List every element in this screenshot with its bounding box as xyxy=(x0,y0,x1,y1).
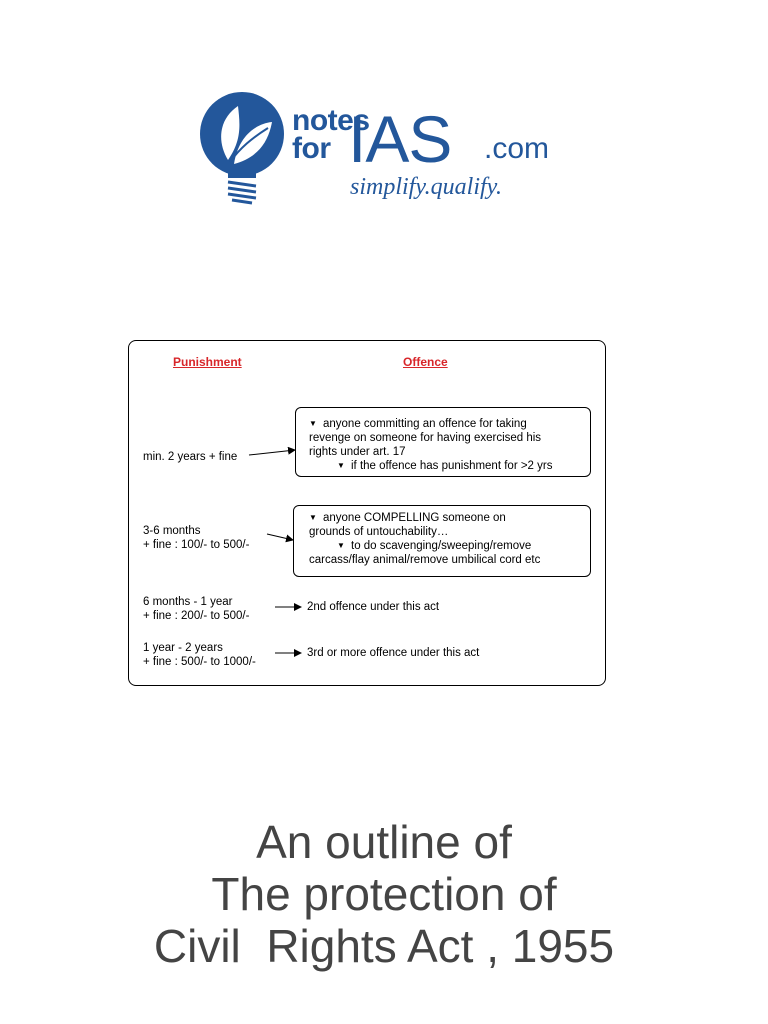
offence-header: Offence xyxy=(403,355,448,369)
title-line-3: Civil Rights Act , 1955 xyxy=(153,920,615,972)
offence-text-2 xyxy=(309,511,540,567)
offence-line: anyone COMPELLING someone on xyxy=(323,512,506,524)
punishment-header: Punishment xyxy=(173,355,242,369)
offence-line: 3rd or more offence under this act xyxy=(307,647,480,659)
punishment-line: 3-6 months xyxy=(143,525,201,537)
offence-line: anyone committing an offence for taking xyxy=(323,418,527,430)
logo-notes-text: notes xyxy=(292,104,370,137)
offence-line: carcass/flay animal/remove umbilical cord etc xyxy=(309,554,541,566)
lightbulb-leaf-icon xyxy=(198,88,288,214)
punishment-row-4 xyxy=(143,641,256,669)
punishment-line: 1 year - 2 years xyxy=(143,642,223,654)
offence-line: grounds of untouchability… xyxy=(309,526,449,538)
notesforias-logo xyxy=(198,88,568,218)
logo-tagline: simplify.qualify. xyxy=(350,174,503,200)
logo-ias-text: IAS xyxy=(348,102,452,176)
punishment-line: 6 months - 1 year xyxy=(143,596,233,608)
punishment-line: min. 2 years + fine xyxy=(143,451,238,463)
title-line-2: The protection of xyxy=(211,868,557,920)
offence-line: to do scavenging/sweeping/remove xyxy=(351,540,532,552)
punishment-offence-diagram xyxy=(128,340,606,686)
punishment-row-1 xyxy=(143,450,237,464)
punishment-row-2 xyxy=(143,524,249,552)
punishment-line: + fine : 200/- to 500/- xyxy=(143,610,250,622)
punishment-line: + fine : 500/- to 1000/- xyxy=(143,656,256,668)
offence-line: 2nd offence under this act xyxy=(307,601,440,613)
offence-line: revenge on someone for having exercised his xyxy=(309,432,542,444)
bullet-triangle-icon: ▼ xyxy=(309,513,317,522)
offence-line: rights under art. 17 xyxy=(309,446,406,458)
offence-text-1 xyxy=(309,417,552,473)
punishment-row-3 xyxy=(143,595,249,623)
bullet-triangle-icon: ▼ xyxy=(337,461,345,470)
offence-line: if the offence has punishment for >2 yrs xyxy=(351,460,553,472)
title-line-1: An outline of xyxy=(256,816,512,868)
punishment-line: + fine : 100/- to 500/- xyxy=(143,539,250,551)
offence-text-4 xyxy=(307,646,479,660)
arrow-right-icon xyxy=(267,534,293,540)
document-title xyxy=(0,816,768,972)
logo-com-text: .com xyxy=(484,132,550,165)
bullet-triangle-icon: ▼ xyxy=(337,541,345,550)
arrow-right-icon xyxy=(249,450,295,455)
logo-for-text: for xyxy=(292,132,331,165)
offence-text-3 xyxy=(307,600,439,614)
bullet-triangle-icon: ▼ xyxy=(309,419,317,428)
